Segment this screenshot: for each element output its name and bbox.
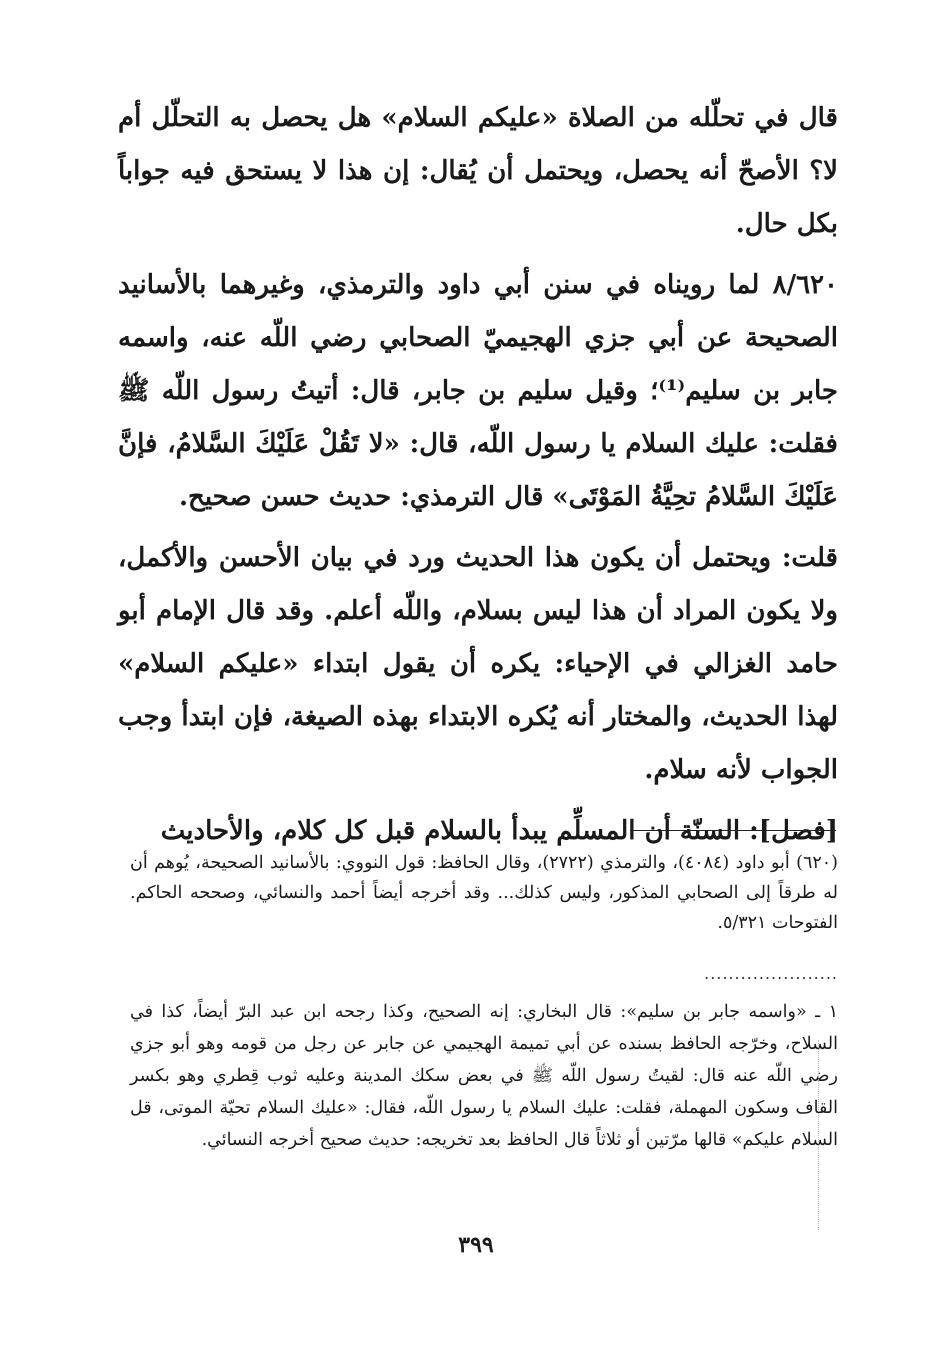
- page-number: ٣٩٩: [458, 1232, 494, 1258]
- note-620: (٦٢٠) أبو داود (٤٠٨٤)، والترمذي (٢٧٢٢)، وقال الحافظ: قول النووي: بالأسانيد الصحيحة، يُوهم أن له طرقاً إلى الصحابي المذكور، وليس كذلك... وقد أخرجه أيضاً أحمد والنسائي، وصححه الحاكم. الفتوحات ٥/٣٢١.: [130, 853, 838, 933]
- paragraph-4-text: السنّة أن المسلِّم يبدأ بالسلام قبل كل كلام، والأحاديث: [160, 816, 741, 846]
- footnote-section: [130, 996, 838, 1156]
- editor-notes: [130, 848, 838, 938]
- section-label: [فصل]:: [749, 816, 838, 846]
- paragraph-2: [118, 259, 838, 524]
- main-text: [118, 92, 838, 858]
- hadith-reference-number: ٨/٦٢٠: [772, 270, 838, 300]
- paragraph-3: [118, 532, 838, 797]
- paragraph-1: [118, 92, 838, 251]
- footnote-1: ١ ـ «واسمه جابر بن سليم»: قال البخاري: إنه الصحيح، وكذا رجحه ابن عبد البرّ أيضاً، كذا في السلاح، وخرّجه الحافظ بسنده عن أبي تميمة الهجيمي عن جابر عن رجل من قومه وهو أبو جزي رضي اللّه عنه قال: لقيتُ رسول اللّه ﷺ في بعض سكك المدينة وعليه ثوب قِطري وهو بكسر القاف وسكون المهملة، فقلت: عليك السلام يا رسول اللّه، فقال: «عليك السلام تحيّة الموتى، قل السلام عليكم» قالها مرّتين أو ثلاثاً قال الحافظ بعد تخريجه: حديث صحيح أخرجه النسائي.: [130, 1002, 838, 1150]
- paragraph-1-text: قال في تحلّله من الصلاة «عليكم السلام» هل يحصل به التحلّل أم لا؟ الأصحّ أنه يحصل، ويحتمل أن يُقال: إن هذا لا يستحق فيه جواباً بكل حال.: [118, 103, 838, 239]
- paragraph-3-text: قلت: ويحتمل أن يكون هذا الحديث ورد في بيان الأحسن والأكمل، ولا يكون المراد أن هذا ليس بسلام، واللّه أعلم. وقد قال الإمام أبو حامد الغزالي في الإحياء: يكره أن يقول ابتداء «عليكم السلام» لهذا الحديث، والمختار أنه يُكره الابتداء بهذه الصيغة، فإن ابتدأ وجب الجواب لأنه سلام.: [118, 543, 838, 785]
- footnote-separator-line: [630, 830, 836, 831]
- paragraph-2-text: لما رويناه في سنن أبي داود والترمذي، وغيرهما بالأسانيد الصحيحة عن أبي جزي الهجيميّ الصحابي رضي اللّه عنه، واسمه جابر بن سليم⁽¹⁾؛ وقيل سليم بن جابر، قال: أتيتُ رسول اللّه ﷺ فقلت: عليك السلام يا رسول اللّه، قال: «لا تَقُلْ عَلَيْكَ السَّلامُ، فإنَّ عَلَيْكَ السَّلامُ تحِيَّةُ المَوْتَى» قال الترمذي: حديث حسن صحيح.: [118, 270, 838, 512]
- dotted-separator: ......................: [704, 964, 838, 983]
- margin-dotted-line: [818, 1040, 819, 1230]
